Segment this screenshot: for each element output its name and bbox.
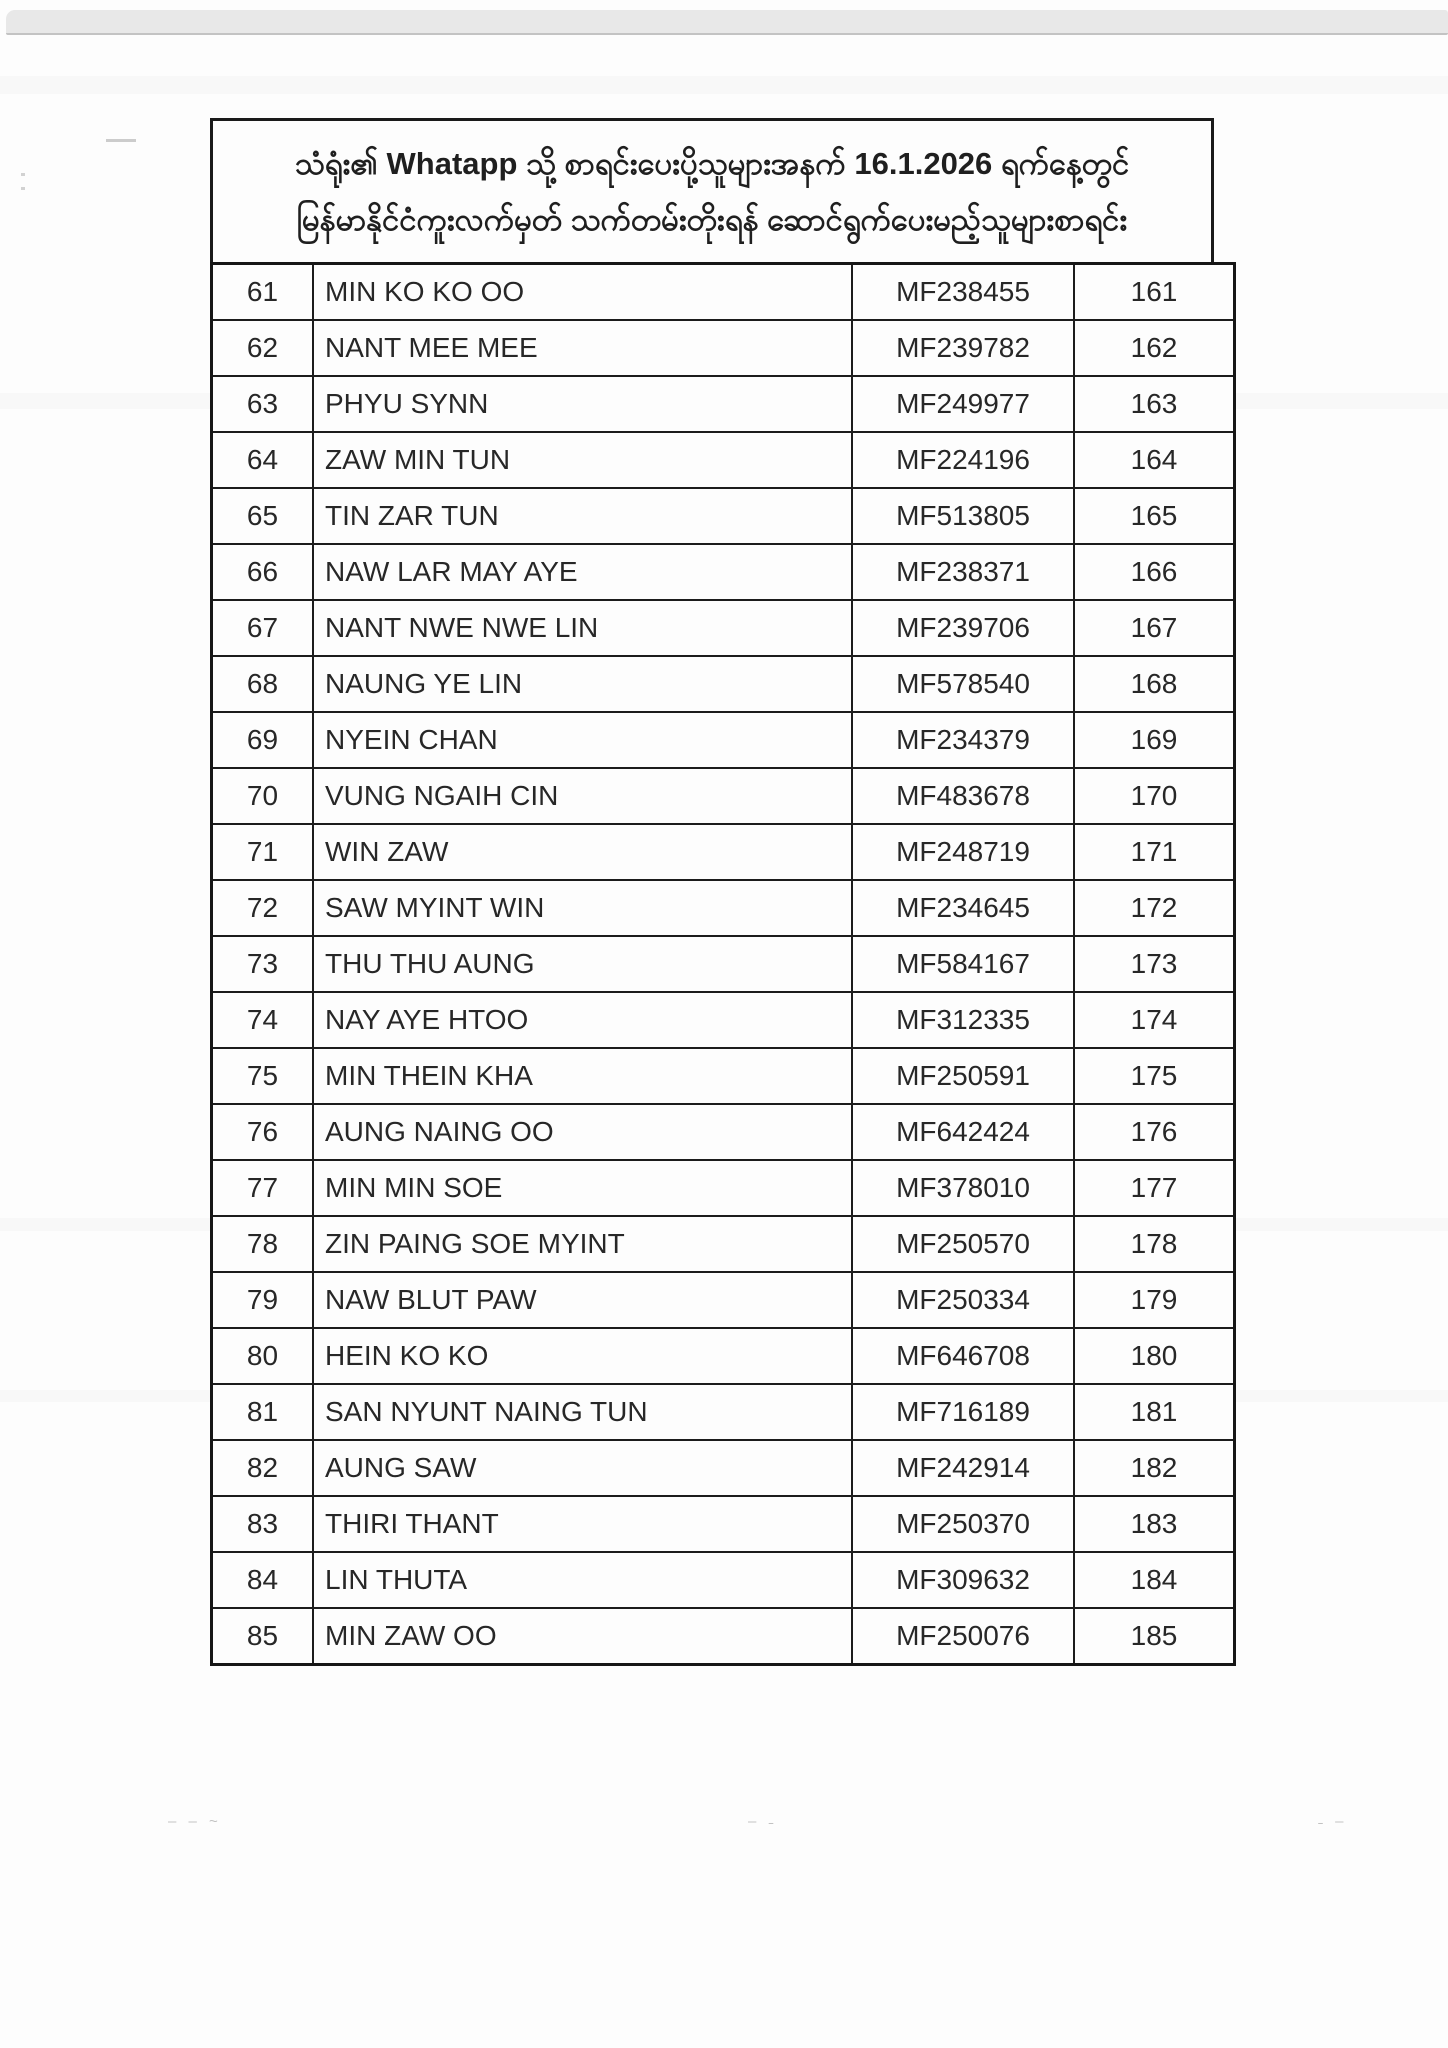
name-cell: PHYU SYNN — [313, 376, 852, 432]
row-number-cell: 69 — [212, 712, 314, 768]
title-line-2: မြန်မာနိုင်ငံကူးလက်မှတ် သက်တမ်းတိုးရန် ဆောင်ရွက်ပေးမည့်သူများစာရင်း — [296, 202, 1128, 238]
serial-number-cell: 164 — [1074, 432, 1235, 488]
passport-number-cell: MF250370 — [852, 1496, 1074, 1552]
serial-number-cell: 166 — [1074, 544, 1235, 600]
name-cell: VUNG NGAIH CIN — [313, 768, 852, 824]
table-row — [212, 824, 1235, 880]
row-number-cell: 81 — [212, 1384, 314, 1440]
table-row — [212, 488, 1235, 544]
passport-number-cell: MF238455 — [852, 264, 1074, 321]
row-number-cell: 71 — [212, 824, 314, 880]
table-row — [212, 264, 1235, 321]
row-number-cell: 66 — [212, 544, 314, 600]
name-cell: NYEIN CHAN — [313, 712, 852, 768]
row-number-cell: 84 — [212, 1552, 314, 1608]
row-number-cell: 78 — [212, 1216, 314, 1272]
passport-number-cell: MF646708 — [852, 1328, 1074, 1384]
scan-artifact-mark: ˗ ‒ — [1318, 1813, 1348, 1830]
name-cell: WIN ZAW — [313, 824, 852, 880]
table-row — [212, 320, 1235, 376]
table-row — [212, 1608, 1235, 1665]
passport-number-cell: MF312335 — [852, 992, 1074, 1048]
row-number-cell: 72 — [212, 880, 314, 936]
row-number-cell: 64 — [212, 432, 314, 488]
passport-number-cell: MF234379 — [852, 712, 1074, 768]
serial-number-cell: 180 — [1074, 1328, 1235, 1384]
row-number-cell: 61 — [212, 264, 314, 321]
passport-number-cell: MF250591 — [852, 1048, 1074, 1104]
serial-number-cell: 176 — [1074, 1104, 1235, 1160]
serial-number-cell: 171 — [1074, 824, 1235, 880]
name-cell: SAW MYINT WIN — [313, 880, 852, 936]
serial-number-cell: 163 — [1074, 376, 1235, 432]
serial-number-cell: 172 — [1074, 880, 1235, 936]
table-row — [212, 1272, 1235, 1328]
serial-number-cell: 165 — [1074, 488, 1235, 544]
table-row — [212, 656, 1235, 712]
name-cell: MIN MIN SOE — [313, 1160, 852, 1216]
serial-number-cell: 170 — [1074, 768, 1235, 824]
table-row — [212, 1440, 1235, 1496]
passport-number-cell: MF578540 — [852, 656, 1074, 712]
serial-number-cell: 167 — [1074, 600, 1235, 656]
row-number-cell: 76 — [212, 1104, 314, 1160]
serial-number-cell: 184 — [1074, 1552, 1235, 1608]
passport-number-cell: MF239782 — [852, 320, 1074, 376]
serial-number-cell: 169 — [1074, 712, 1235, 768]
passport-number-cell: MF250334 — [852, 1272, 1074, 1328]
serial-number-cell: 161 — [1074, 264, 1235, 321]
passport-number-cell: MF309632 — [852, 1552, 1074, 1608]
row-number-cell: 75 — [212, 1048, 314, 1104]
table-row — [212, 880, 1235, 936]
name-cell: ZIN PAING SOE MYINT — [313, 1216, 852, 1272]
table-row — [212, 1048, 1235, 1104]
scan-artifact-mark: ‒ ˗ — [748, 1813, 778, 1830]
passport-number-cell: MF250076 — [852, 1608, 1074, 1665]
table-row — [212, 1216, 1235, 1272]
serial-number-cell: 183 — [1074, 1496, 1235, 1552]
row-number-cell: 74 — [212, 992, 314, 1048]
row-number-cell: 62 — [212, 320, 314, 376]
row-number-cell: 83 — [212, 1496, 314, 1552]
passport-number-cell: MF249977 — [852, 376, 1074, 432]
name-cell: SAN NYUNT NAING TUN — [313, 1384, 852, 1440]
row-number-cell: 67 — [212, 600, 314, 656]
passport-number-cell: MF513805 — [852, 488, 1074, 544]
passport-number-cell: MF234645 — [852, 880, 1074, 936]
table-row — [212, 712, 1235, 768]
name-cell: MIN KO KO OO — [313, 264, 852, 321]
table-row — [212, 376, 1235, 432]
serial-number-cell: 177 — [1074, 1160, 1235, 1216]
row-number-cell: 77 — [212, 1160, 314, 1216]
row-number-cell: 85 — [212, 1608, 314, 1665]
passport-number-cell: MF239706 — [852, 600, 1074, 656]
name-cell: NAW LAR MAY AYE — [313, 544, 852, 600]
scan-artifact-dash — [106, 139, 136, 142]
name-cell: NANT MEE MEE — [313, 320, 852, 376]
table-row — [212, 432, 1235, 488]
row-number-cell: 68 — [212, 656, 314, 712]
scan-streak — [0, 76, 1448, 94]
serial-number-cell: 179 — [1074, 1272, 1235, 1328]
name-cell: NAY AYE HTOO — [313, 992, 852, 1048]
row-number-cell: 79 — [212, 1272, 314, 1328]
passport-number-cell: MF584167 — [852, 936, 1074, 992]
table-row — [212, 544, 1235, 600]
serial-number-cell: 181 — [1074, 1384, 1235, 1440]
scan-artifact-top-band — [6, 10, 1448, 35]
passport-number-cell: MF248719 — [852, 824, 1074, 880]
name-cell: LIN THUTA — [313, 1552, 852, 1608]
table-row — [212, 600, 1235, 656]
table-row — [212, 1160, 1235, 1216]
name-cell: MIN THEIN KHA — [313, 1048, 852, 1104]
name-cell: NANT NWE NWE LIN — [313, 600, 852, 656]
serial-number-cell: 162 — [1074, 320, 1235, 376]
passport-number-cell: MF378010 — [852, 1160, 1074, 1216]
serial-number-cell: 174 — [1074, 992, 1235, 1048]
roster-table — [210, 262, 1236, 1666]
table-title-box — [210, 118, 1214, 265]
row-number-cell: 65 — [212, 488, 314, 544]
table-row — [212, 992, 1235, 1048]
table-row — [212, 1496, 1235, 1552]
row-number-cell: 82 — [212, 1440, 314, 1496]
passport-number-cell: MF250570 — [852, 1216, 1074, 1272]
table-row — [212, 1384, 1235, 1440]
serial-number-cell: 175 — [1074, 1048, 1235, 1104]
row-number-cell: 73 — [212, 936, 314, 992]
scan-artifact-dots — [21, 173, 25, 190]
table-row — [212, 936, 1235, 992]
name-cell: ZAW MIN TUN — [313, 432, 852, 488]
name-cell: MIN ZAW OO — [313, 1608, 852, 1665]
row-number-cell: 70 — [212, 768, 314, 824]
roster-table-body — [212, 264, 1235, 1665]
name-cell: AUNG SAW — [313, 1440, 852, 1496]
serial-number-cell: 168 — [1074, 656, 1235, 712]
row-number-cell: 63 — [212, 376, 314, 432]
scan-artifact-mark: ‒ ‒ ~ — [168, 1813, 222, 1830]
serial-number-cell: 178 — [1074, 1216, 1235, 1272]
passport-number-cell: MF716189 — [852, 1384, 1074, 1440]
passport-number-cell: MF224196 — [852, 432, 1074, 488]
row-number-cell: 80 — [212, 1328, 314, 1384]
table-row — [212, 1552, 1235, 1608]
serial-number-cell: 185 — [1074, 1608, 1235, 1665]
table-row — [212, 1328, 1235, 1384]
table-row — [212, 768, 1235, 824]
name-cell: NAUNG YE LIN — [313, 656, 852, 712]
passport-number-cell: MF642424 — [852, 1104, 1074, 1160]
name-cell: AUNG NAING OO — [313, 1104, 852, 1160]
name-cell: THIRI THANT — [313, 1496, 852, 1552]
passport-number-cell: MF238371 — [852, 544, 1074, 600]
serial-number-cell: 173 — [1074, 936, 1235, 992]
name-cell: THU THU AUNG — [313, 936, 852, 992]
passport-number-cell: MF242914 — [852, 1440, 1074, 1496]
name-cell: NAW BLUT PAW — [313, 1272, 852, 1328]
serial-number-cell: 182 — [1074, 1440, 1235, 1496]
name-cell: HEIN KO KO — [313, 1328, 852, 1384]
title-line-1: သံရုံး၏ Whatapp သို့ စာရင်းပေးပို့သူများအနက် 16.1.2026 ရက်နေ့တွင် — [294, 145, 1130, 181]
passport-number-cell: MF483678 — [852, 768, 1074, 824]
table-row — [212, 1104, 1235, 1160]
passport-renewal-roster — [210, 118, 1214, 1666]
name-cell: TIN ZAR TUN — [313, 488, 852, 544]
